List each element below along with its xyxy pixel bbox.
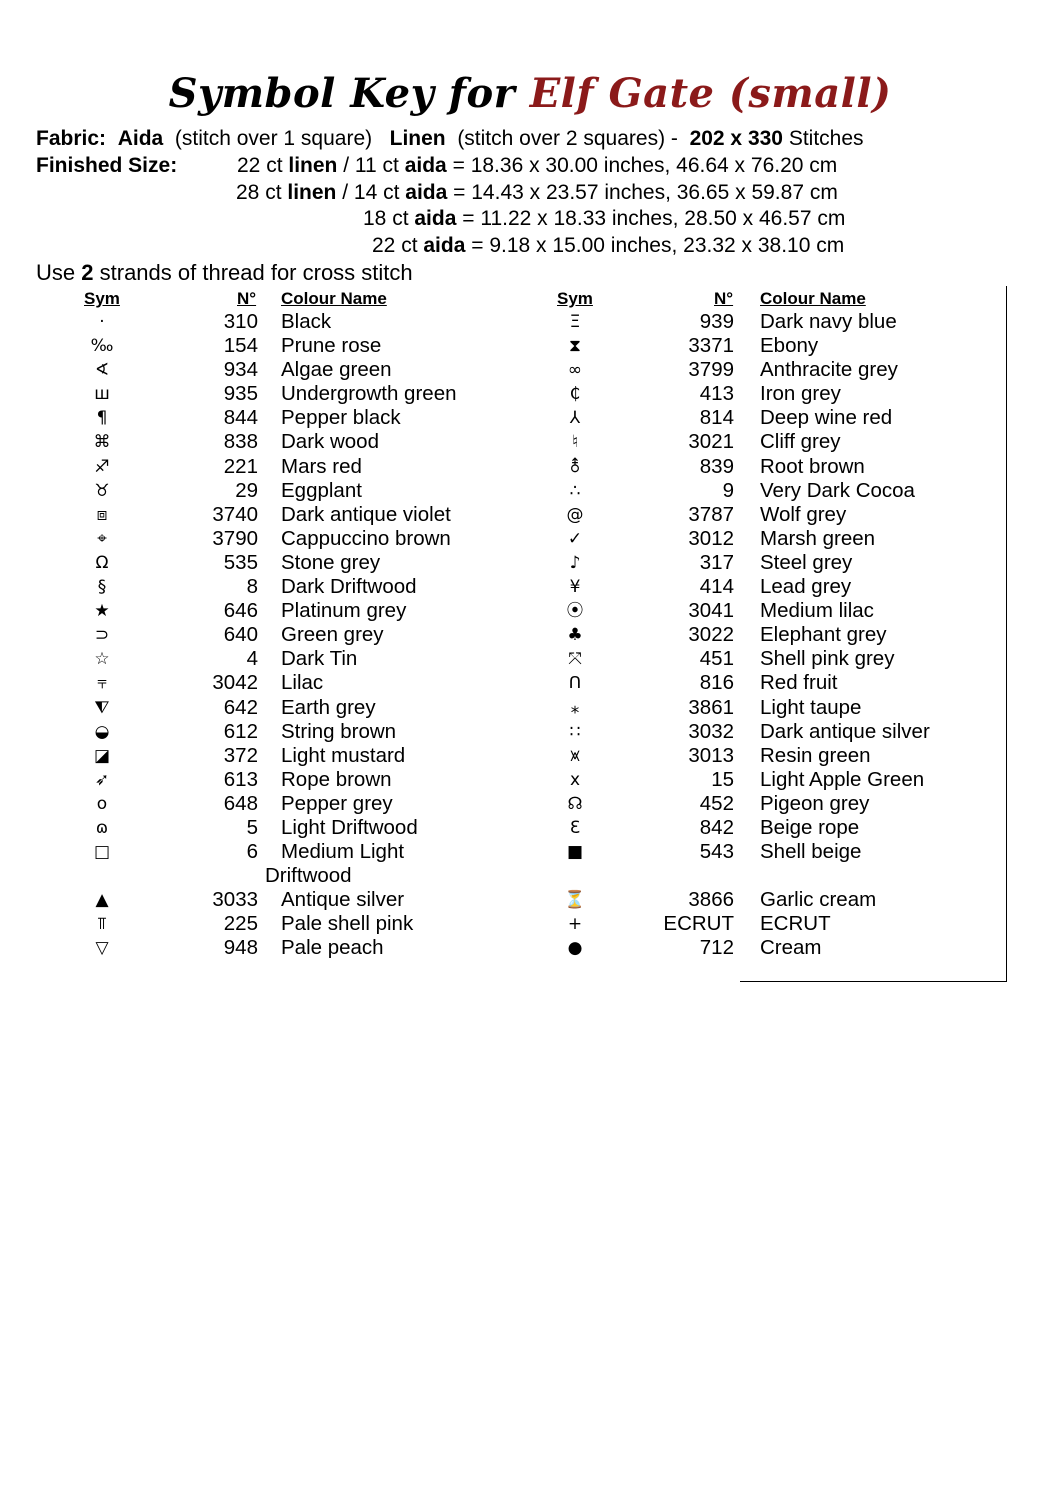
thread-number: 3866 xyxy=(688,888,734,912)
colour-name: Cliff grey xyxy=(760,430,841,454)
symbol-glyph: ⅄ xyxy=(569,408,581,429)
thread-number: 8 xyxy=(246,575,258,599)
strands-note: Use 2 strands of thread for cross stitch xyxy=(36,260,413,285)
thread-number: 4 xyxy=(246,647,258,671)
colour-name: Algae green xyxy=(281,358,392,382)
colour-name: Light Driftwood xyxy=(281,815,418,839)
thread-number: 225 xyxy=(223,912,258,936)
thread-number: 838 xyxy=(223,430,258,454)
colour-name: Cappuccino brown xyxy=(281,526,451,550)
symbol-glyph: ■ xyxy=(566,842,584,863)
thread-number: 939 xyxy=(699,310,734,333)
colour-name: Light taupe xyxy=(760,695,862,719)
symbol-glyph: x xyxy=(569,769,581,790)
size-line-2: 28 ct linen / 14 ct aida = 14.43 x 23.57 inches, 36.65 x 59.87 cm xyxy=(236,181,838,204)
symbol-glyph: ☊ xyxy=(567,793,583,814)
symbol-glyph: ⌘ xyxy=(93,432,111,453)
symbol-glyph: ♣ xyxy=(567,625,583,646)
thread-number: 3799 xyxy=(688,358,734,382)
symbol-glyph: ₵ xyxy=(569,384,581,405)
thread-number: 9 xyxy=(722,478,734,502)
title-prefix: Symbol Key for xyxy=(168,70,516,117)
symbol-glyph: ✓ xyxy=(567,528,583,549)
symbol-glyph: § xyxy=(97,577,107,598)
header-sym-right: Sym xyxy=(557,289,593,308)
colour-name: Elephant grey xyxy=(760,623,887,647)
symbol-glyph: ⧨ xyxy=(94,697,110,718)
symbol-glyph: ⏳ xyxy=(564,890,586,911)
thread-number: 839 xyxy=(699,454,734,478)
thread-number: 948 xyxy=(223,936,258,960)
colour-name: Shell beige xyxy=(760,840,862,864)
colour-name: ECRUT xyxy=(760,912,831,936)
colour-name: Garlic cream xyxy=(760,888,877,912)
thread-number: 612 xyxy=(223,719,258,743)
symbol-glyph: ∢ xyxy=(94,360,110,381)
symbol-glyph: ⧗ xyxy=(569,336,581,357)
colour-name: Deep wine red xyxy=(760,406,893,430)
symbol-glyph: o xyxy=(96,793,108,814)
thread-number: 3790 xyxy=(212,526,258,550)
colour-name: Dark antique violet xyxy=(281,502,451,526)
colour-name: Resin green xyxy=(760,743,871,767)
thread-number: 613 xyxy=(223,767,258,791)
thread-number: 814 xyxy=(699,406,734,430)
header-num-left: N° xyxy=(237,289,257,308)
symbol-glyph: ▽ xyxy=(95,938,109,959)
symbol-glyph: · xyxy=(99,312,105,332)
symbol-glyph: ◪ xyxy=(93,745,111,766)
symbol-glyph: ш xyxy=(94,384,110,405)
thread-number: 3787 xyxy=(688,502,734,526)
colour-name: Antique silver xyxy=(281,888,405,912)
thread-number: 3013 xyxy=(688,743,734,767)
colour-name: Pigeon grey xyxy=(760,791,870,815)
colour-name: Pale peach xyxy=(281,936,384,960)
colour-name: Root brown xyxy=(760,454,865,478)
colour-name: Very Dark Cocoa xyxy=(760,478,915,502)
colour-name: Prune rose xyxy=(281,334,382,358)
fabric-line xyxy=(36,126,864,152)
thread-number: 3371 xyxy=(688,334,734,358)
thread-number: 3041 xyxy=(688,599,734,623)
thread-number: 640 xyxy=(223,623,258,647)
thread-number: 3033 xyxy=(212,888,258,912)
thread-number: 452 xyxy=(699,791,734,815)
fabric-linen: Linen xyxy=(389,127,446,150)
symbol-glyph: ⌖ xyxy=(97,528,107,549)
thread-number: 934 xyxy=(223,358,258,382)
symbol-glyph: ☆ xyxy=(94,649,110,670)
thread-number: 648 xyxy=(223,791,258,815)
symbol-glyph: ➶ xyxy=(94,769,110,790)
colour-name: Shell pink grey xyxy=(760,647,895,671)
symbol-glyph: ⤧ xyxy=(568,649,582,670)
colour-name: Dark Driftwood xyxy=(281,575,417,599)
colour-name: Lilac xyxy=(281,671,324,695)
thread-number: 844 xyxy=(223,406,258,430)
colour-name: Ebony xyxy=(760,334,819,358)
thread-number: 842 xyxy=(699,815,734,839)
table-bottom-border xyxy=(740,981,1007,982)
colour-name: Earth grey xyxy=(281,695,376,719)
symbol-glyph: ♉ xyxy=(94,480,110,501)
symbol-glyph: □ xyxy=(93,842,111,863)
thread-number: 451 xyxy=(699,647,734,671)
symbol-glyph: ¥ xyxy=(569,577,581,598)
colour-name: Green grey xyxy=(281,623,384,647)
symbol-glyph: ♮ xyxy=(571,432,579,453)
symbol-glyph: ♐ xyxy=(94,456,110,477)
symbol-glyph: ɷ xyxy=(95,817,109,838)
symbol-glyph: ∴ xyxy=(569,480,581,501)
symbol-glyph: ⦿ xyxy=(566,601,584,622)
colour-name: Mars red xyxy=(281,454,362,478)
finished-size-label: Finished Size: xyxy=(36,154,178,177)
symbol-glyph: ⧈ xyxy=(96,504,108,525)
thread-number: 29 xyxy=(235,478,258,502)
thread-number: 3021 xyxy=(688,430,734,454)
size-line-3: 18 ct aida = 11.22 x 18.33 inches, 28.50 x 46.57 cm xyxy=(363,207,846,230)
thread-number: 3042 xyxy=(212,671,258,695)
colour-name-continued: Driftwood xyxy=(265,864,352,888)
symbol-glyph: Ω xyxy=(95,552,109,573)
symbol-glyph: ∷ xyxy=(569,721,581,742)
thread-number: 646 xyxy=(223,599,258,623)
size-line-4: 22 ct aida = 9.18 x 15.00 inches, 23.32 x 38.10 cm xyxy=(372,234,845,257)
colour-name: Anthracite grey xyxy=(760,358,898,382)
thread-number: 317 xyxy=(699,550,734,574)
colour-name: Wolf grey xyxy=(760,502,847,526)
colour-name: Dark antique silver xyxy=(760,719,930,743)
header-sym-left: Sym xyxy=(84,289,120,308)
symbol-glyph: ★ xyxy=(94,601,110,622)
thread-number: 935 xyxy=(223,382,258,406)
colour-name: Stone grey xyxy=(281,550,381,574)
symbol-glyph: ‰ xyxy=(90,336,114,357)
symbol-glyph: ⚨ xyxy=(567,456,583,477)
colour-name: Red fruit xyxy=(760,671,838,695)
header-name-right: Colour Name xyxy=(760,289,866,308)
thread-number: 15 xyxy=(711,767,734,791)
symbol-glyph: + xyxy=(567,914,583,935)
colour-name: Rope brown xyxy=(281,767,392,791)
symbol-glyph: ᑎ xyxy=(568,673,582,694)
thread-number: 5 xyxy=(246,815,258,839)
colour-name: Medium Light xyxy=(281,840,405,864)
stitch-count: 202 x 330 xyxy=(689,127,783,150)
colour-name: Steel grey xyxy=(760,550,853,574)
symbol-glyph: ⊃ xyxy=(94,625,110,646)
symbol-glyph: ⫪ xyxy=(97,914,107,935)
thread-number: 535 xyxy=(223,550,258,574)
colour-name: Cream xyxy=(760,936,822,960)
thread-number: 712 xyxy=(699,936,734,960)
thread-number: ECRUT xyxy=(663,912,734,936)
colour-name: Light Apple Green xyxy=(760,767,925,791)
fabric-aida-note: (stitch over 1 square) xyxy=(174,127,373,150)
colour-name: Medium lilac xyxy=(760,599,874,623)
symbol-glyph: ¶ xyxy=(96,408,108,429)
symbol-glyph: ⩙ xyxy=(570,745,580,766)
colour-name: String brown xyxy=(281,719,397,743)
colour-name: Dark Tin xyxy=(281,647,358,671)
colour-name: Pepper black xyxy=(281,406,401,430)
colour-name: Lead grey xyxy=(760,575,852,599)
header-name-left: Colour Name xyxy=(281,289,387,308)
symbol-glyph: ▲ xyxy=(95,890,109,911)
thread-number: 413 xyxy=(699,382,734,406)
thread-number: 3861 xyxy=(688,695,734,719)
size-line-1: 22 ct linen / 11 ct aida = 18.36 x 30.00 inches, 46.64 x 76.20 cm xyxy=(237,154,838,177)
thread-number: 3032 xyxy=(688,719,734,743)
symbol-glyph: ∞ xyxy=(567,360,583,381)
symbol-glyph: ● xyxy=(567,938,583,959)
thread-number: 642 xyxy=(223,695,258,719)
thread-number: 3740 xyxy=(212,502,258,526)
colour-name: Black xyxy=(281,310,332,333)
symbol-glyph: ⁎ xyxy=(570,697,580,718)
symbol-glyph: ◒ xyxy=(94,721,110,742)
page-title xyxy=(0,70,1060,117)
colour-name: Beige rope xyxy=(760,815,860,839)
symbol-glyph: @ xyxy=(566,504,584,525)
fabric-linen-note: (stitch over 2 squares) - xyxy=(457,127,678,150)
symbol-glyph: Ξ xyxy=(569,312,581,332)
symbol-glyph: Ɛ xyxy=(569,817,581,838)
colour-name: Platinum grey xyxy=(281,599,407,623)
thread-number: 543 xyxy=(699,840,734,864)
thread-number: 154 xyxy=(223,334,258,358)
colour-name: Dark wood xyxy=(281,430,379,454)
thread-number: 310 xyxy=(223,310,258,333)
thread-number: 372 xyxy=(223,743,258,767)
symbol-glyph: ⫧ xyxy=(97,673,107,694)
thread-number: 414 xyxy=(699,575,734,599)
colour-name: Pepper grey xyxy=(281,791,393,815)
colour-name: Eggplant xyxy=(281,478,362,502)
colour-name: Marsh green xyxy=(760,526,876,550)
thread-number: 816 xyxy=(699,671,734,695)
thread-number: 221 xyxy=(223,454,258,478)
header-num-right: N° xyxy=(714,289,734,308)
thread-number: 3022 xyxy=(688,623,734,647)
colour-name: Light mustard xyxy=(281,743,406,767)
pattern-name: Elf Gate (small) xyxy=(529,70,892,117)
colour-name: Undergrowth green xyxy=(281,382,457,406)
colour-name: Dark navy blue xyxy=(760,310,897,333)
symbol-glyph: ♪ xyxy=(569,552,581,573)
thread-number: 6 xyxy=(246,840,258,864)
fabric-aida: Aida xyxy=(117,127,164,150)
fabric-label: Fabric: xyxy=(36,127,107,150)
stitch-word: Stitches xyxy=(788,127,864,150)
colour-name: Iron grey xyxy=(760,382,841,406)
thread-number: 3012 xyxy=(688,526,734,550)
table-right-border xyxy=(1006,286,1007,981)
colour-name: Pale shell pink xyxy=(281,912,414,936)
